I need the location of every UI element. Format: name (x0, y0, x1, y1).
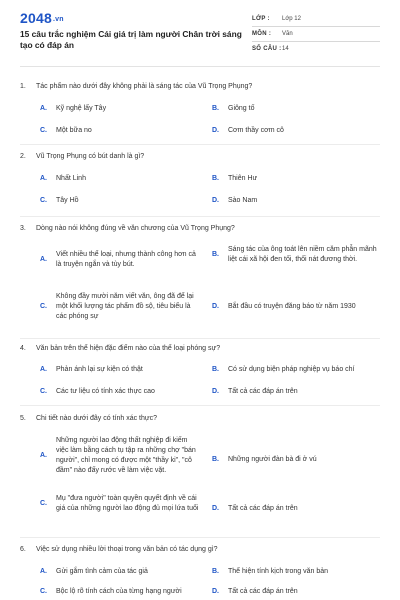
option-b[interactable] (212, 104, 380, 114)
option-text: Có sử dụng biện pháp nghiệp vụ báo chí (228, 366, 355, 373)
option-letter: D. (212, 197, 219, 204)
option-text: Tất cả các đáp án trên (228, 588, 298, 595)
meta-value: 14 (282, 46, 289, 52)
option-c[interactable] (40, 292, 200, 322)
meta-row-class (252, 12, 380, 27)
option-text: Các tư liệu có tính xác thực cao (56, 388, 155, 395)
option-text: Kỹ nghệ lấy Tây (56, 105, 107, 112)
option-text: Viết nhiều thể loại, nhưng thành công hơn cả là truyện ngắn và tùy bút. (56, 251, 196, 268)
option-text: Tây Hồ (56, 197, 79, 204)
question-number: 6. (20, 546, 26, 553)
question-text: Tác phẩm nào dưới đây không phải là sáng tác của Vũ Trọng Phụng? (36, 83, 253, 90)
question-5 (20, 414, 380, 512)
question-6 (20, 545, 380, 595)
header-divider (20, 66, 380, 67)
question-text: Văn bản trên thể hiện đặc điểm nào của thể loại phóng sự? (36, 345, 221, 352)
option-c[interactable] (40, 387, 200, 397)
meta-label: MÔN : (252, 31, 272, 37)
meta-info (252, 12, 380, 56)
meta-label: SỐ CÂU : (252, 46, 282, 52)
option-text: Nhất Linh (56, 175, 86, 182)
page-header (0, 0, 400, 62)
question-1 (20, 82, 380, 134)
option-letter: C. (40, 127, 47, 134)
option-c[interactable] (40, 587, 200, 597)
question-number: 3. (20, 225, 26, 232)
option-b[interactable] (212, 245, 380, 265)
option-letter: B. (212, 366, 219, 373)
option-text: Tất cả các đáp án trên (228, 505, 298, 512)
option-a[interactable] (40, 365, 200, 375)
question-3 (20, 224, 380, 320)
question-divider (20, 405, 380, 406)
option-a[interactable] (40, 567, 200, 577)
page-title: 15 câu trắc nghiệm Cái giá trị làm người Chân trời sáng tạo có đáp án (20, 29, 242, 50)
option-letter: D. (212, 127, 219, 134)
option-text: Thiên Hư (228, 175, 258, 182)
option-b[interactable] (212, 365, 380, 375)
option-a[interactable] (40, 250, 200, 270)
option-letter: B. (212, 175, 219, 182)
option-letter: D. (212, 588, 219, 595)
question-text: Vũ Trọng Phụng có bút danh là gì? (36, 153, 145, 160)
option-letter: A. (40, 452, 47, 459)
question-divider (20, 144, 380, 145)
option-text: Sào Nam (228, 197, 258, 204)
option-a[interactable] (40, 436, 200, 476)
question-text: Chi tiết nào dưới đây có tính xác thực? (36, 415, 157, 422)
question-text: Việc sử dụng nhiều lời thoại trong văn bản có tác dụng gì? (36, 546, 218, 553)
option-text: Một bữa no (56, 127, 92, 134)
option-letter: C. (40, 500, 47, 507)
option-letter: D. (212, 388, 219, 395)
meta-value: Văn (282, 31, 293, 37)
option-letter: B. (212, 251, 219, 258)
option-text: Tất cả các đáp án trên (228, 388, 298, 395)
option-text: Bộc lộ rõ tính cách của từng hạng người (56, 588, 182, 595)
option-text: Thể hiện tính kịch trong văn bản (228, 568, 329, 575)
option-b[interactable] (212, 174, 380, 184)
option-letter: C. (40, 197, 47, 204)
option-letter: A. (40, 175, 47, 182)
question-number: 4. (20, 345, 26, 352)
option-d[interactable] (212, 587, 380, 597)
option-d[interactable] (212, 126, 380, 136)
option-a[interactable] (40, 104, 200, 114)
option-text: Không đầy mười năm viết văn, ông đã để lại một khối lượng tác phẩm đồ sộ, tiêu biểu là các phóng sự (56, 293, 194, 320)
site-logo[interactable] (20, 10, 64, 26)
option-d[interactable] (212, 302, 380, 312)
question-number: 1. (20, 83, 26, 90)
option-letter: B. (212, 456, 219, 463)
option-letter: C. (40, 588, 47, 595)
option-text: Cơm thầy cơm cô (228, 127, 284, 134)
question-divider (20, 537, 380, 538)
question-2 (20, 152, 380, 204)
option-letter: B. (212, 568, 219, 575)
logo-text: 2048 (20, 10, 52, 26)
option-letter: B. (212, 105, 219, 112)
option-d[interactable] (212, 196, 380, 206)
option-letter: A. (40, 568, 47, 575)
option-d[interactable] (212, 387, 380, 397)
option-c[interactable] (40, 126, 200, 136)
option-text: Phản ánh lại sự kiện có thật (56, 366, 143, 373)
question-text: Dòng nào nói không đúng về văn chương của Vũ Trọng Phụng? (36, 225, 235, 232)
option-letter: A. (40, 105, 47, 112)
option-b[interactable] (212, 567, 380, 577)
option-letter: C. (40, 388, 47, 395)
meta-row-count (252, 42, 380, 56)
question-divider (20, 216, 380, 217)
option-letter: D. (212, 505, 219, 512)
option-text: Sáng tác của ông toát lên niềm căm phẫn mãnh liệt cái xã hội đen tối, thối nát đương thời. (228, 246, 377, 263)
option-a[interactable] (40, 174, 200, 184)
option-text: Giông tố (228, 105, 255, 112)
option-text: Những người lao động thất nghiệp đi kiếm việc làm bằng cách tụ tập ra những chợ "bán người", chỉ mong có được một "thầy ki", "cô đầm" nào đấy rước về làm việc vặt. (56, 437, 196, 474)
meta-label: LỚP : (252, 16, 270, 22)
option-b[interactable] (212, 455, 380, 465)
question-number: 5. (20, 415, 26, 422)
option-text: Những người đàn bà đi ở vú (228, 456, 317, 463)
question-4 (20, 344, 380, 395)
option-text: Mụ "đưa người" toàn quyền quyết định về cái giá của những người lao động đủ mọi lứa tuổi (56, 495, 199, 512)
meta-value: Lớp 12 (282, 16, 301, 22)
option-c[interactable] (40, 494, 200, 514)
logo-suffix: .vn (52, 16, 64, 23)
option-text: Gửi gắm tình cảm của tác giả (56, 568, 148, 575)
option-c[interactable] (40, 196, 200, 206)
meta-row-subject (252, 27, 380, 42)
option-letter: D. (212, 303, 219, 310)
option-letter: A. (40, 366, 47, 373)
option-text: Bắt đầu có truyện đăng báo từ năm 1930 (228, 303, 356, 310)
question-number: 2. (20, 153, 26, 160)
option-letter: A. (40, 256, 47, 263)
question-divider (20, 338, 380, 339)
option-d[interactable] (212, 504, 380, 514)
option-letter: C. (40, 303, 47, 310)
